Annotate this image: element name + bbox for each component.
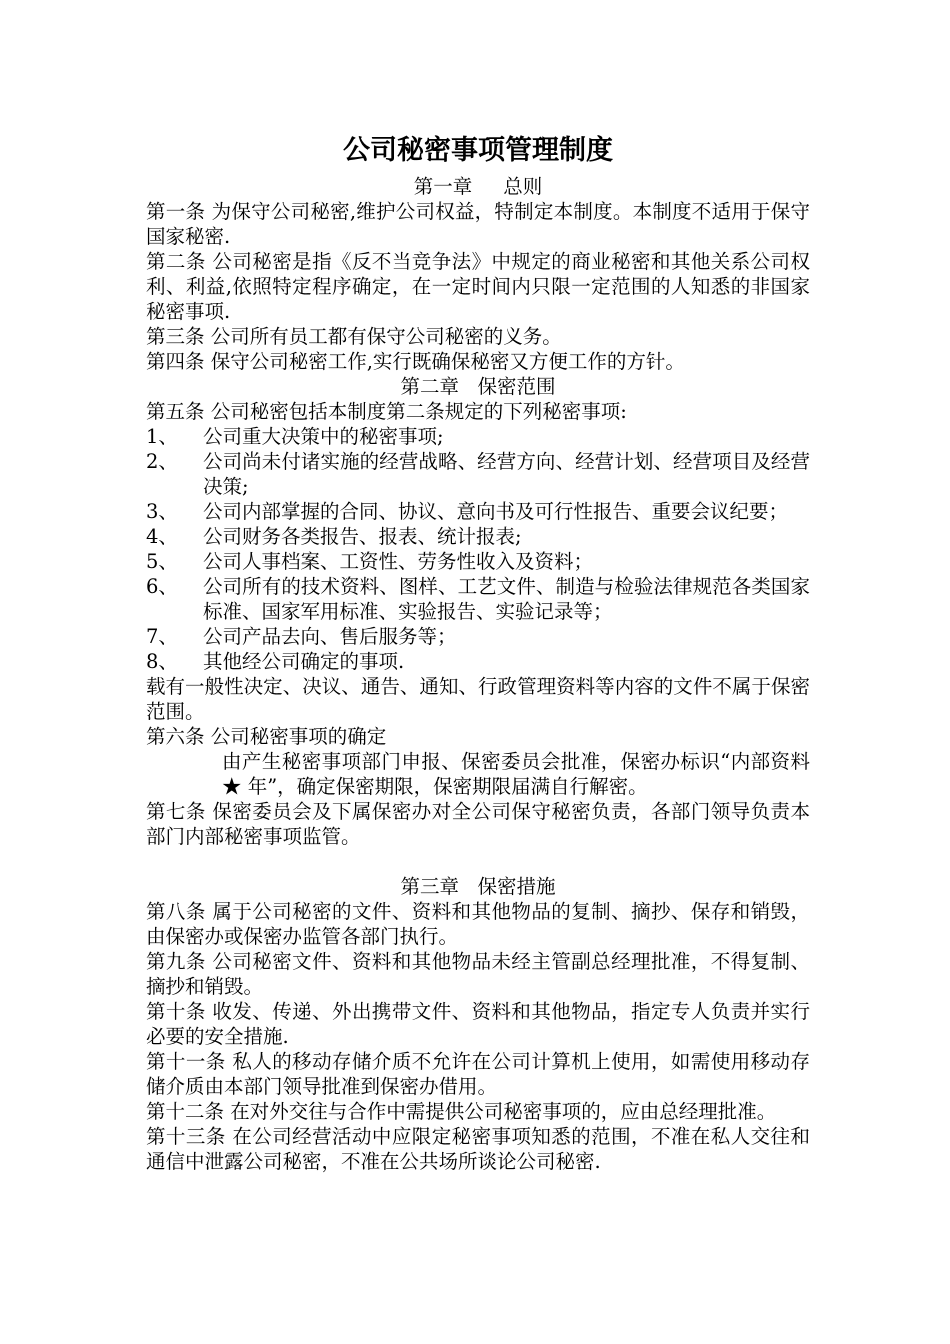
list-item — [146, 649, 810, 674]
list-item-text: 公司财务各类报告、报表、统计报表; — [203, 525, 522, 548]
article-6-body: 由产生秘密事项部门申报、保密委员会批准，保密办标识“内部资料★ 年”，确定保密期限，保密期限届满自行解密。 — [222, 750, 810, 798]
list-item-number: 6、 — [146, 575, 178, 598]
list-item — [146, 574, 810, 624]
list-item-number: 2、 — [146, 450, 178, 473]
chapter-1-heading: 第一章 总则 — [413, 175, 543, 198]
document-page — [146, 128, 810, 1174]
article-13: 第十三条 在公司经营活动中应限定秘密事项知悉的范围，不准在私人交往和通信中泄露公司秘密，不准在公共场所谈论公司秘密. — [146, 1125, 810, 1173]
list-item-number: 8、 — [146, 650, 178, 673]
list-item — [146, 624, 810, 649]
list-item — [146, 524, 810, 549]
secret-items-list — [146, 424, 810, 674]
article-8: 第八条 属于公司秘密的文件、资料和其他物品的复制、摘抄、保存和销毁，由保密办或保密办监管各部门执行。 — [146, 900, 810, 948]
chapter-2-heading: 第二章 保密范围 — [400, 375, 556, 398]
list-item-number: 7、 — [146, 625, 178, 648]
list-item — [146, 449, 810, 499]
list-item-number: 4、 — [146, 525, 178, 548]
article-1: 第一条 为保守公司秘密,维护公司权益，特制定本制度。本制度不适用于保守国家秘密. — [146, 200, 810, 248]
list-item-text: 公司产品去向、售后服务等； — [203, 625, 457, 648]
list-item-text: 公司重大决策中的秘密事项; — [203, 425, 444, 448]
exclusion-note: 载有一般性决定、决议、通告、通知、行政管理资料等内容的文件不属于保密范围。 — [146, 675, 810, 723]
list-item-number: 5、 — [146, 550, 178, 573]
article-4: 第四条 保守公司秘密工作,实行既确保秘密又方便工作的方针。 — [146, 350, 685, 373]
article-3: 第三条 公司所有员工都有保守公司秘密的义务。 — [146, 325, 562, 348]
article-11: 第十一条 私人的移动存储介质不允许在公司计算机上使用，如需使用移动存储介质由本部门领导批准到保密办借用。 — [146, 1050, 810, 1098]
list-item-text: 公司内部掌握的合同、协议、意向书及可行性报告、重要会议纪要； — [203, 500, 789, 523]
article-2: 第二条 公司秘密是指《反不当竞争法》中规定的商业秘密和其他关系公司权利、利益,依照特定程序确定，在一定时间内只限一定范围的人知悉的非国家秘密事项. — [146, 250, 810, 323]
document-body — [146, 174, 810, 1174]
list-item-text: 公司尚未付诸实施的经营战略、经营方向、经营计划、经营项目及经营决策; — [203, 450, 810, 498]
list-item — [146, 549, 810, 574]
list-item-text: 公司人事档案、工资性、劳务性收入及资料； — [203, 550, 594, 573]
list-item-text: 公司所有的技术资料、图样、工艺文件、制造与检验法律规范各类国家标准、国家军用标准、实验报告、实验记录等； — [203, 575, 810, 623]
article-7: 第七条 保密委员会及下属保密办对全公司保守秘密负责，各部门领导负责本部门内部秘密事项监管。 — [146, 800, 810, 848]
article-10: 第十条 收发、传递、外出携带文件、资料和其他物品，指定专人负责并实行必要的安全措施. — [146, 1000, 810, 1048]
article-9: 第九条 公司秘密文件、资料和其他物品未经主管副总经理批准，不得复制、摘抄和销毁。 — [146, 950, 810, 998]
chapter-3-heading: 第三章 保密措施 — [400, 875, 556, 898]
article-5-intro: 第五条 公司秘密包括本制度第二条规定的下列秘密事项: — [146, 400, 627, 423]
list-item-number: 3、 — [146, 500, 178, 523]
document-title: 公司秘密事项管理制度 — [343, 135, 613, 166]
list-item — [146, 424, 810, 449]
list-item — [146, 499, 810, 524]
list-item-text: 其他经公司确定的事项. — [203, 650, 405, 673]
article-6-title: 第六条 公司秘密事项的确定 — [146, 725, 387, 748]
article-12: 第十二条 在对外交往与合作中需提供公司秘密事项的，应由总经理批准。 — [146, 1100, 777, 1123]
list-item-number: 1、 — [146, 425, 178, 448]
